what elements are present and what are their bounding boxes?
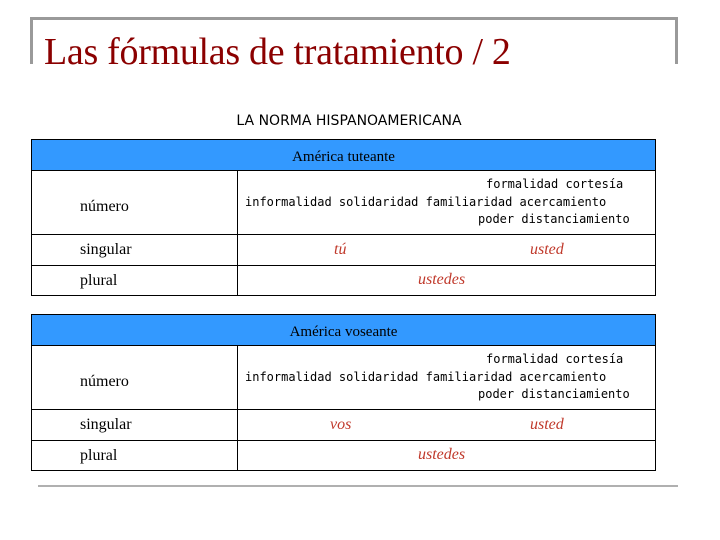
frame-right-line — [675, 17, 678, 64]
pronoun-formal: usted — [530, 416, 564, 433]
plural-row — [238, 266, 656, 296]
plural-label: plural — [32, 441, 238, 471]
pronoun-informal: vos — [330, 416, 352, 433]
pronoun-plural: ustedes — [418, 446, 466, 463]
table-voseante — [31, 314, 656, 471]
formal-line-3: poder distanciamiento — [478, 212, 630, 226]
frame-bottom-line — [38, 485, 678, 487]
plural-label: plural — [32, 266, 238, 296]
formality-scale — [238, 171, 656, 235]
singular-label: singular — [32, 235, 238, 266]
plural-row — [238, 441, 656, 471]
pronoun-plural: ustedes — [418, 271, 466, 288]
frame-left-line — [30, 17, 33, 64]
formal-line-3: poder distanciamiento — [478, 387, 630, 401]
formal-line-2: informalidad solidaridad familiaridad acercamiento — [245, 370, 607, 384]
numero-label: número — [32, 346, 238, 410]
pronoun-formal: usted — [530, 241, 564, 258]
frame-top-line — [30, 17, 678, 20]
slide-title: Las fórmulas de tratamiento / 2 — [44, 31, 511, 73]
table-header: América tuteante — [32, 140, 656, 171]
formal-line-1: formalidad cortesía — [486, 352, 624, 366]
numero-label: número — [32, 171, 238, 235]
formality-scale — [238, 346, 656, 410]
table-tuteante — [31, 139, 656, 296]
slide-subtitle: LA NORMA HISPANOAMERICANA — [236, 113, 462, 129]
table-header: América voseante — [32, 315, 656, 346]
singular-row — [238, 235, 656, 266]
singular-row — [238, 410, 656, 441]
formal-line-2: informalidad solidaridad familiaridad acercamiento — [245, 195, 607, 209]
formal-line-1: formalidad cortesía — [486, 177, 624, 191]
pronoun-informal: tú — [334, 241, 347, 258]
singular-label: singular — [32, 410, 238, 441]
